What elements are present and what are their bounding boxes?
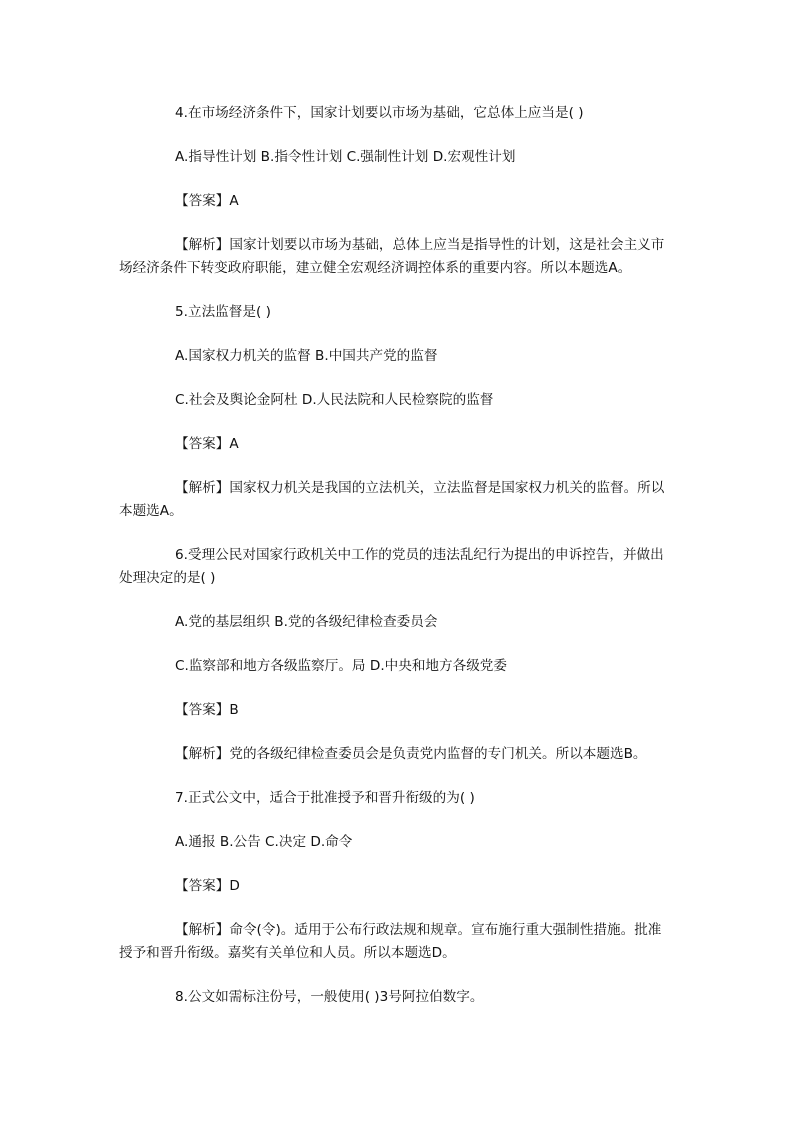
question-5-analysis: 【解析】国家权力机关是我国的立法机关，立法监督是国家权力机关的监督。所以本题选A。 <box>119 480 665 519</box>
question-5-options-cd: C.社会及舆论金阿杜 D.人民法院和人民检察院的监督 <box>175 392 494 408</box>
question-4-answer: 【答案】A <box>175 193 239 209</box>
question-5-answer: 【答案】A <box>175 436 239 452</box>
question-7: 7.正式公文中，适合于批准授予和晋升衔级的为( ) <box>175 790 475 806</box>
question-5-options-ab: A.国家权力机关的监督 B.中国共产党的监督 <box>175 348 438 364</box>
question-6-options-cd: C.监察部和地方各级监察厅。局 D.中央和地方各级党委 <box>175 658 507 674</box>
question-4-analysis: 【解析】国家计划要以市场为基础，总体上应当是指导性的计划，这是社会主义市场经济条件下转变政府职能，建立健全宏观经济调控体系的重要内容。所以本题选A。 <box>119 237 665 276</box>
question-7-analysis: 【解析】命令(令)。适用于公布行政法规和规章。宣布施行重大强制性措施。批准授予和晋升衔级。嘉奖有关单位和人员。所以本题选D。 <box>119 922 662 961</box>
question-5: 5.立法监督是( ) <box>175 304 271 320</box>
question-8: 8.公文如需标注份号，一般使用( )3号阿拉伯数字。 <box>175 989 484 1005</box>
question-7-options: A.通报 B.公告 C.决定 D.命令 <box>175 834 353 850</box>
question-4-options: A.指导性计划 B.指令性计划 C.强制性计划 D.宏观性计划 <box>175 149 516 165</box>
question-7-answer: 【答案】D <box>175 878 240 894</box>
question-6-analysis: 【解析】党的各级纪律检查委员会是负责党内监督的专门机关。所以本题选B。 <box>175 746 647 762</box>
document-page <box>119 102 671 1030</box>
question-6: 6.受理公民对国家行政机关中工作的党员的违法乱纪行为提出的申诉控告，并做出处理决定的是( ) <box>119 547 664 586</box>
question-6-answer: 【答案】B <box>175 702 239 718</box>
question-6-options-ab: A.党的基层组织 B.党的各级纪律检查委员会 <box>175 614 438 630</box>
question-4: 4.在市场经济条件下，国家计划要以市场为基础，它总体上应当是( ) <box>175 105 584 121</box>
